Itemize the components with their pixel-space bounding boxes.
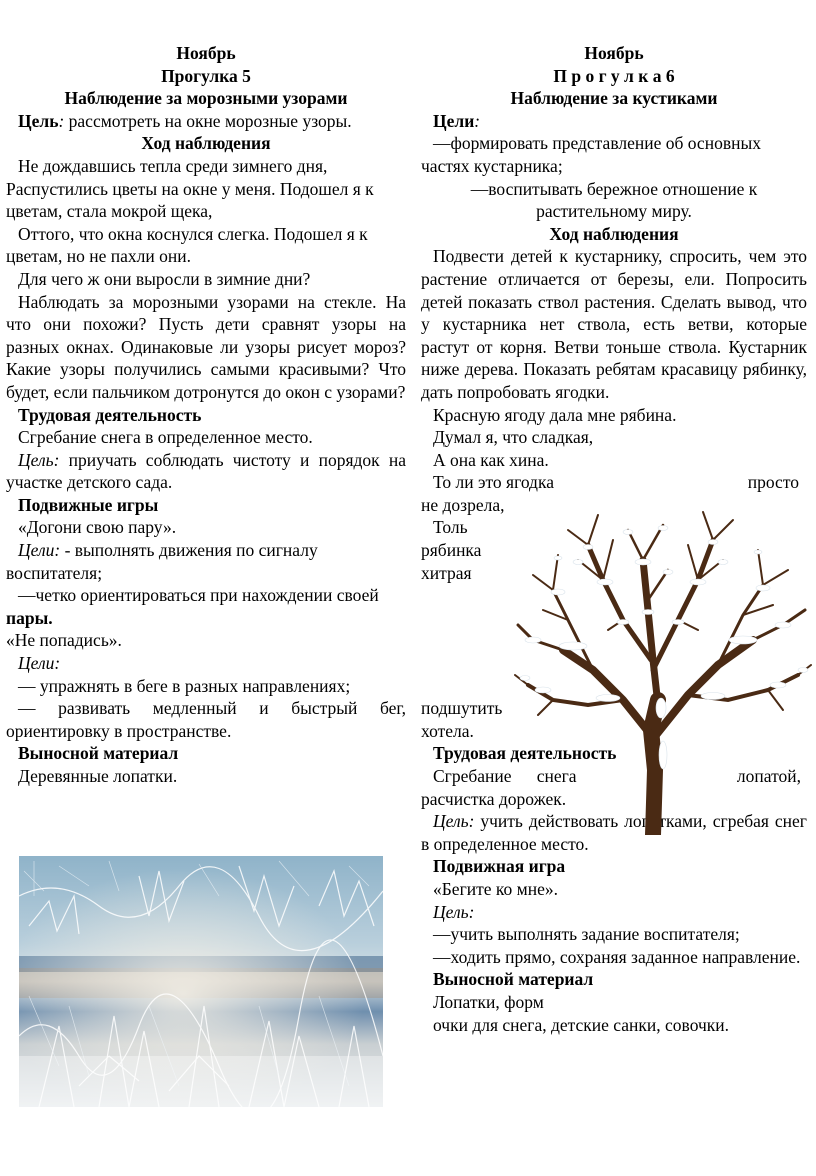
right-poem-line: Толь [433, 517, 468, 538]
labor-b: снега [536, 766, 577, 787]
poem-line: Распустились цветы на окне у меня. Подошел я к цветам, стала мокрой щека, [6, 178, 374, 222]
poem-line: Оттого, что окна коснулся слегка. Подошел я к цветам, но не пахли они. [6, 223, 368, 267]
left-column [6, 42, 406, 788]
left-labor-text: Сгребание снега в определенное место. [18, 427, 313, 448]
right-poem-line: подшутить [421, 698, 503, 719]
left-month: Ноябрь [176, 43, 236, 63]
right-poem-line: хитрая [421, 562, 472, 583]
labor-goal-text: учить действовать лопатками, сгребая снег в определенное место. [421, 811, 807, 854]
left-labor-goal [6, 449, 406, 494]
right-topic: Наблюдение за кустиками [510, 88, 718, 109]
left-game1: «Догони свою пару». [18, 517, 177, 538]
right-material-text2: очки для снега, детские санки, совочки. [433, 1014, 730, 1035]
labor-c: лопатой, [736, 766, 801, 787]
left-material-text: Деревянные лопатки. [18, 766, 178, 786]
game1-goal1-text: - выполнять движения по сигналу воспитателя; [6, 540, 318, 583]
poem4-b: просто [747, 472, 799, 493]
labor-a: Сгребание [433, 766, 512, 787]
right-observation: Подвести детей к кустарнику, спросить, чем это растение отличается от березы, ели. Попросить детей показать ствол растения. Сделать вывод, что у кустарника нет ствола, есть ветви, которые растут от корня. Ветви тоньше ствола. Кустарник ниже дерева. Показать ребятам красавицу рябинку, дать попробовать ягодки. [421, 246, 807, 402]
right-game-title: Подвижная игра [433, 856, 566, 877]
right-game: «Бегите ко мне». [433, 879, 558, 899]
right-poem-line: не дозрела, [421, 494, 505, 515]
goals-colon: : [474, 110, 481, 131]
right-game-goal2: —ходить прямо, сохраняя заданное направление. [433, 946, 801, 967]
poem-line: Для чего ж они выросли в зимние дни? [18, 268, 311, 289]
right-poem-line [421, 471, 807, 494]
labor-goal-label: Цель: [18, 449, 60, 470]
left-labor-title: Трудовая деятельность [18, 404, 202, 425]
right-poem-line: Думал я, что сладкая, [433, 427, 594, 448]
left-goal [6, 110, 406, 133]
frost-window-image [19, 856, 383, 1107]
left-game1-goal1 [6, 539, 406, 584]
right-goal2: —воспитывать бережное отношение к растительному миру. [470, 178, 758, 222]
labor-goal-text: приучать соблюдать чистоту и порядок на участке детского сада. [6, 449, 406, 493]
right-material-title: Выносной материал [433, 969, 594, 990]
snowy-tree-image [513, 500, 813, 835]
right-walk-title: П р о г у л к а 6 [553, 65, 675, 86]
right-month: Ноябрь [584, 43, 644, 63]
right-poem-line: рябинка [421, 540, 482, 561]
left-game2-goal2: — развивать медленный и быстрый бег, ориентировку в пространстве. [6, 698, 406, 741]
goal-text: рассмотреть на окне морозные узоры. [64, 110, 352, 131]
left-game2-goal1: — упражнять в беге в разных направлениях; [18, 675, 351, 696]
left-walk-title: Прогулка 5 [161, 65, 251, 86]
right-material-text1: Лопатки, форм [433, 991, 544, 1012]
goal-label: Цель [18, 110, 59, 131]
goal-colon: : [58, 110, 65, 131]
right-game-goal1: —учить выполнять задание воспитателя; [433, 924, 740, 945]
right-goals-label [421, 110, 807, 133]
right-labor-text2: расчистка дорожек. [421, 788, 567, 809]
right-poem-line: Красную ягоду дала мне рябина. [433, 404, 677, 425]
goals-label: Цели [433, 110, 475, 131]
left-games-title: Подвижные игры [18, 494, 159, 515]
left-observation: Наблюдать за морозными узорами на стекле. На что они похожи? Пусть дети сравнят узоры на разных окнах. Одинаковые ли узоры рисует мороз? Какие узоры получились самыми красивыми? Что будет, если пальчиком дотронутся до окон с узорами? [6, 291, 406, 402]
left-game2-goal-label: Цели: [18, 653, 61, 674]
right-goal1: —формировать представление об основных частях кустарника; [421, 133, 761, 176]
left-topic: Наблюдение за морозными узорами [64, 88, 348, 109]
right-course-heading: Ход наблюдения [549, 223, 679, 244]
right-labor-title: Трудовая деятельность [433, 743, 617, 764]
poem4-a: То ли это ягодка [433, 472, 554, 493]
left-material-title: Выносной материал [18, 743, 179, 764]
game1-goal-label: Цели: [18, 540, 61, 561]
right-poem-line: хотела. [421, 720, 474, 741]
left-game2: «Не попадись». [6, 630, 122, 651]
right-poem-line: А она как хина. [433, 449, 549, 470]
game1-goal2-bold: пары. [6, 607, 53, 628]
right-game-goal-label: Цель: [433, 901, 475, 922]
left-course-heading: Ход наблюдения [141, 133, 271, 154]
labor-goal-label: Цель: [433, 811, 475, 832]
game1-goal2-text: —четко ориентироваться при нахождении своей [18, 585, 379, 606]
poem-line: Не дождавшись тепла среди зимнего дня, [18, 155, 328, 176]
left-game1-goal2 [6, 584, 406, 629]
